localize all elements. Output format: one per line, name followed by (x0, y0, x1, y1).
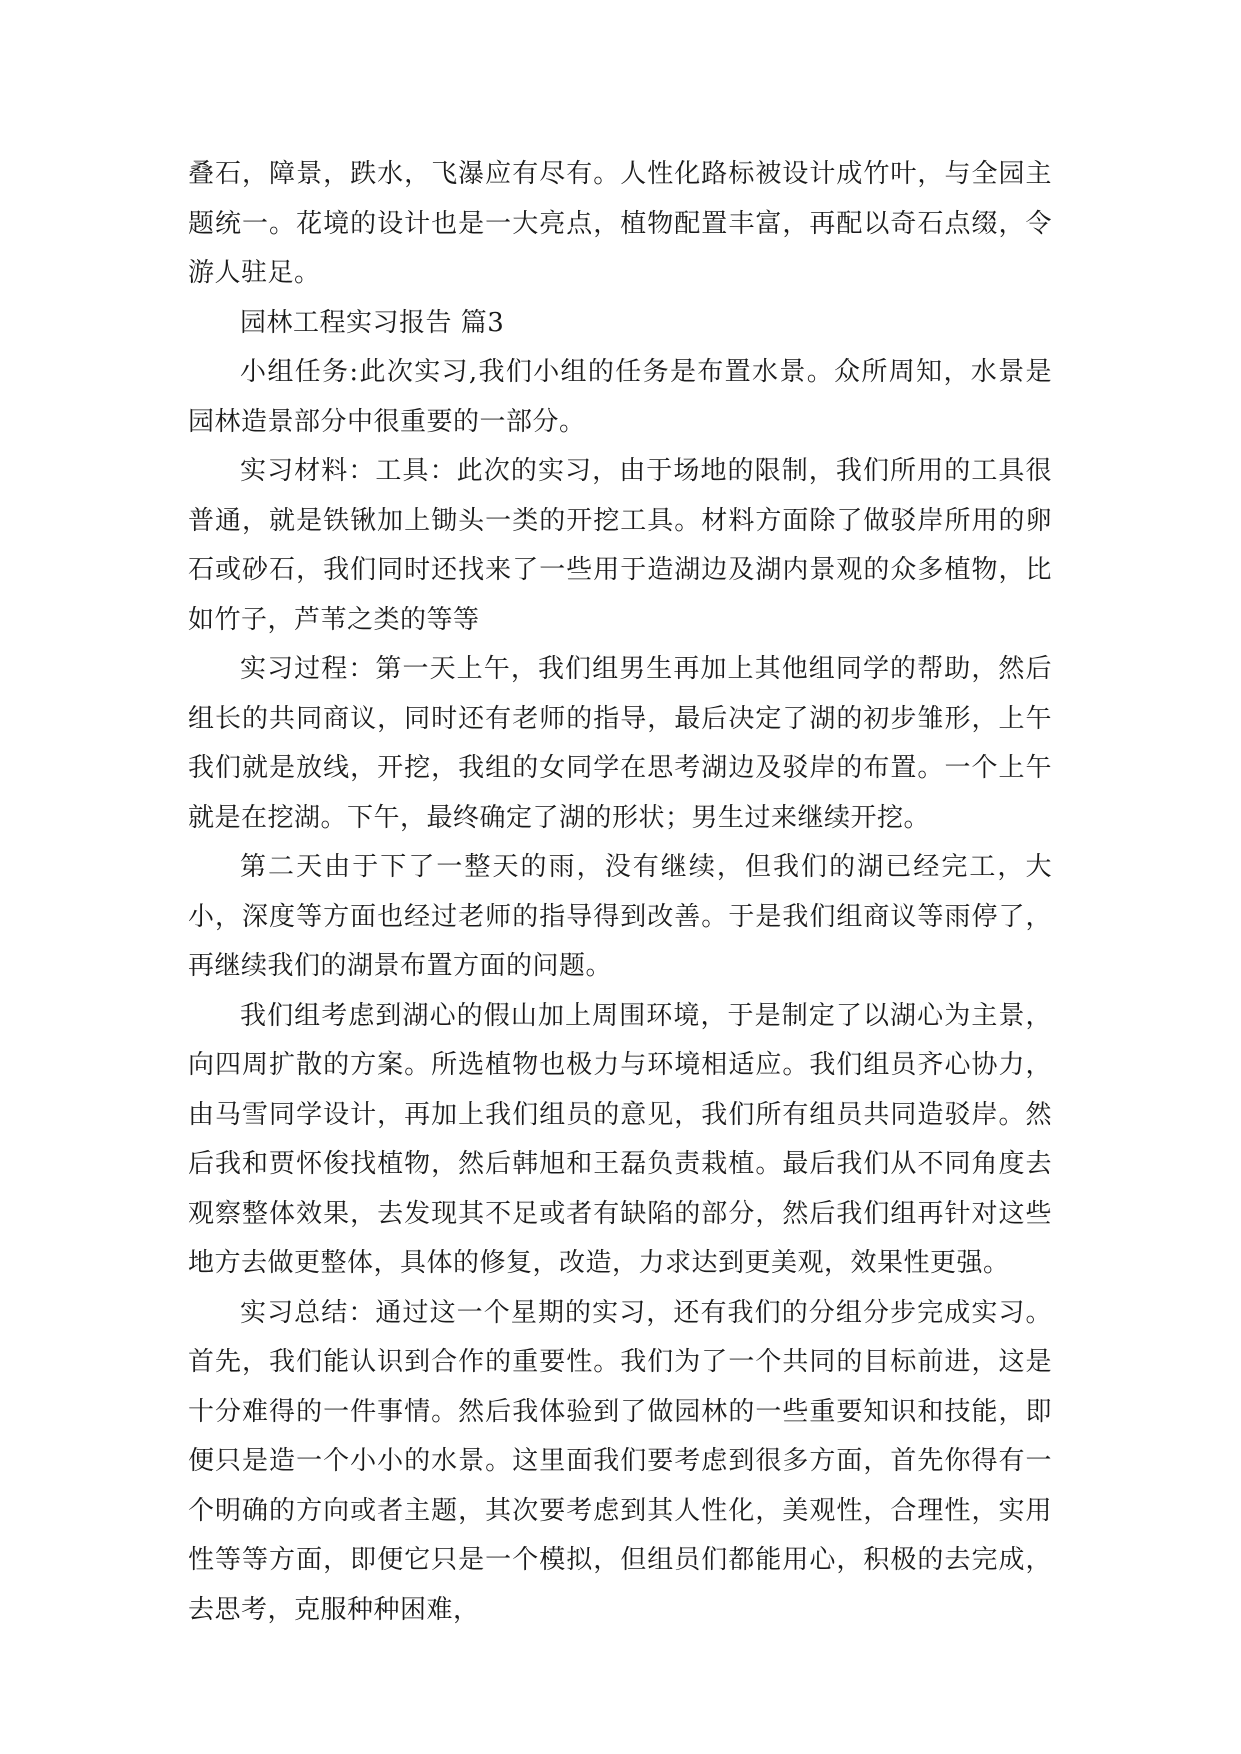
paragraph-summary: 实习总结：通过这一个星期的实习，还有我们的分组分步完成实习。首先，我们能认识到合作的重要性。我们为了一个共同的目标前进，这是十分难得的一件事情。然后我体验到了做园林的一些重要知识和技能，即便只是造一个小小的水景。这里面我们要考虑到很多方面，首先你得有一个明确的方向或者主题，其次要考虑到其人性化，美观性，合理性，实用性等等方面，即便它只是一个模拟，但组员们都能用心，积极的去完成，去思考，克服种种困难， (188, 1297, 1052, 1625)
paragraph-intro: 叠石，障景，跌水，飞瀑应有尽有。人性化路标被设计成竹叶，与全园主题统一。花境的设计也是一大亮点，植物配置丰富，再配以奇石点缀，令游人驻足。 (188, 159, 1052, 288)
paragraph-group-task: 小组任务:此次实习,我们小组的任务是布置水景。众所周知，水景是园林造景部分中很重要的一部分。 (188, 357, 1052, 437)
section-heading: 园林工程实习报告 篇3 (240, 307, 505, 338)
document-page (188, 150, 1052, 1635)
paragraph-second-day: 第二天由于下了一整天的雨，没有继续，但我们的湖已经完工，大小，深度等方面也经过老师的指导得到改善。于是我们组商议等雨停了，再继续我们的湖景布置方面的问题。 (188, 852, 1052, 981)
paragraph-plan: 我们组考虑到湖心的假山加上周围环境，于是制定了以湖心为主景，向四周扩散的方案。所选植物也极力与环境相适应。我们组员齐心协力，由马雪同学设计，再加上我们组员的意见，我们所有组员共同造驳岸。然后我和贾怀俊找植物，然后韩旭和王磊负责栽植。最后我们从不同角度去观察整体效果，去发现其不足或者有缺陷的部分，然后我们组再针对这些地方去做更整体，具体的修复，改造，力求达到更美观，效果性更强。 (188, 1000, 1052, 1278)
paragraph-materials: 实习材料：工具：此次的实习，由于场地的限制，我们所用的工具很普通，就是铁锹加上锄头一类的开挖工具。材料方面除了做驳岸所用的卵石或砂石，我们同时还找来了一些用于造湖边及湖内景观的众多植物，比如竹子，芦苇之类的等等 (188, 456, 1052, 635)
paragraph-process: 实习过程：第一天上午，我们组男生再加上其他组同学的帮助，然后组长的共同商议，同时还有老师的指导，最后决定了湖的初步雏形，上午我们就是放线，开挖，我组的女同学在思考湖边及驳岸的布置。一个上午就是在挖湖。下午，最终确定了湖的形状；男生过来继续开挖。 (188, 654, 1052, 833)
